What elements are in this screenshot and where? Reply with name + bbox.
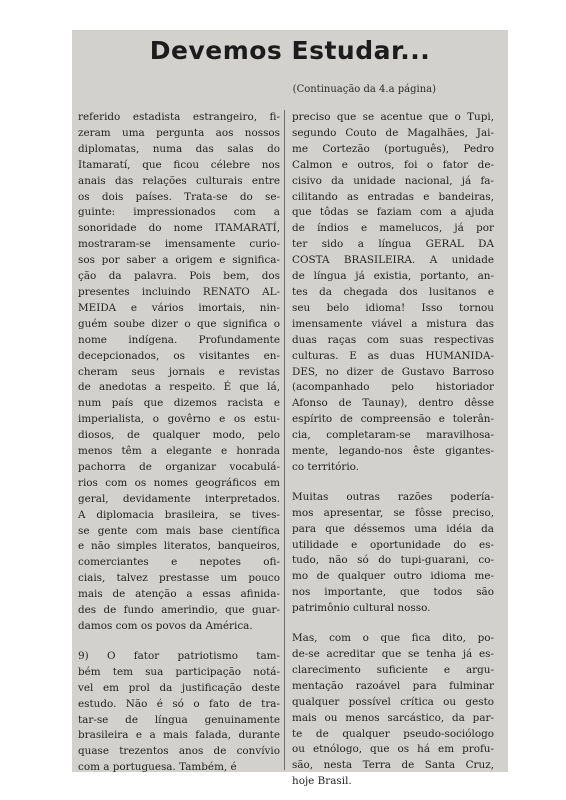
text-line: imensamente viável a mistura das bbox=[292, 317, 494, 330]
newspaper-clipping bbox=[72, 30, 508, 788]
paragraph-gap bbox=[292, 617, 494, 631]
text-line: tar-se de língua genuinamente bbox=[78, 713, 280, 726]
text-line: sonoridade do nome ITAMARATÍ, bbox=[78, 222, 280, 235]
text-line: rios com os nomes geográficos em bbox=[78, 476, 280, 489]
text-line: os dois países. Trata-se do se- bbox=[78, 190, 280, 203]
text-line: são, nesta Terra de Santa Cruz, bbox=[292, 759, 494, 772]
text-line: decepcionados, os visitantes en- bbox=[78, 349, 280, 362]
text-line: geral, devidamente interpretados. bbox=[78, 492, 280, 505]
text-line: para que déssemos uma idéia da bbox=[292, 522, 494, 535]
text-line: guém soube dizer o que significa o bbox=[78, 317, 280, 330]
text-line: ou etnólogo, que os há em profu- bbox=[292, 743, 494, 756]
text-line: zeram uma pergunta aos nossos bbox=[78, 126, 280, 139]
text-line: se gente com mais base científica bbox=[78, 524, 280, 537]
text-line: co território. bbox=[292, 460, 360, 473]
text-line: guinte: impressionados com a bbox=[78, 206, 280, 219]
text-line: pachorra de organizar vocabulá- bbox=[78, 460, 280, 473]
text-line: mentação razoável para fulminar bbox=[292, 679, 494, 692]
text-line: Itamaratí, que ficou célebre nos bbox=[78, 158, 280, 171]
text-line: Mas, com o que fica dito, po- bbox=[292, 632, 494, 645]
headline: Devemos Estudar... bbox=[149, 36, 431, 65]
column-rule bbox=[284, 110, 285, 770]
text-line: num país que dizemos racista e bbox=[78, 397, 280, 410]
text-line: DES, no dizer de Gustavo Barroso bbox=[292, 365, 494, 378]
text-line: referido estadista estrangeiro, fi- bbox=[78, 111, 280, 123]
text-line: diosos, de qualquer modo, pelo bbox=[78, 429, 280, 442]
text-line: de-se acreditar que se tenha já es- bbox=[292, 648, 494, 660]
text-line: comerciantes e nepotes ofi- bbox=[78, 556, 280, 569]
text-line: me Cortezão (português), Pedro bbox=[292, 142, 494, 155]
text-line: cia, completaram-se maravilhosa- bbox=[292, 429, 494, 442]
text-line: Afonso de Taunay), dentro dêsse bbox=[292, 397, 494, 410]
text-line: duas raças com suas respectivas bbox=[292, 333, 494, 346]
text-line: seu belo idioma! Isso tornou bbox=[292, 301, 494, 314]
text-line: te de qualquer pseudo-sociólogo bbox=[292, 727, 494, 740]
paragraph bbox=[78, 649, 280, 776]
text-line: mais ou menos sarcástico, da par- bbox=[292, 711, 494, 724]
text-line: hoje Brasil. bbox=[292, 775, 352, 788]
text-line: utilidade e oportunidade do es- bbox=[292, 538, 494, 551]
paragraph-gap bbox=[78, 635, 280, 649]
text-line: ter sido a língua GERAL DA bbox=[292, 238, 494, 251]
text-line: quase trezentos anos de convívio bbox=[78, 745, 280, 758]
text-line: nome indígena. Profundamente bbox=[78, 333, 280, 346]
text-line: Muitas outras razões podería- bbox=[292, 490, 494, 503]
text-line: clarecimento suficiente e argu- bbox=[292, 663, 494, 676]
text-line: e não simples literatos, banqueiros, bbox=[78, 540, 280, 553]
paragraph-gap bbox=[292, 476, 494, 490]
text-line: diplomatas, numa das salas do bbox=[78, 142, 280, 155]
text-line: 9) O fator patriotismo tam- bbox=[78, 649, 280, 662]
text-line: mos apresentar, se fôsse preciso, bbox=[292, 506, 494, 519]
text-line: de índios e mamelucos, já por bbox=[292, 222, 494, 235]
text-line: patrimônio cultural nosso. bbox=[292, 602, 431, 615]
text-line: brasileira e a mais falada, durante bbox=[78, 729, 280, 742]
text-line: tudo, não só do tupi-guarani, co- bbox=[292, 554, 494, 567]
text-line: menos têm a elegante e honrada bbox=[78, 445, 280, 458]
paragraph bbox=[292, 110, 494, 476]
text-line: presentes incluindo RENATO AL- bbox=[78, 285, 280, 298]
text-line: sos por saber a origem e significa- bbox=[78, 254, 280, 267]
text-line: mais de atenção a essas afinida- bbox=[78, 588, 280, 601]
text-line: de língua já existia, portanto, an- bbox=[292, 270, 494, 283]
text-line: cheram seus jornais e revistas bbox=[78, 365, 280, 378]
text-line: ciais, talvez prestasse um pouco bbox=[78, 572, 280, 585]
text-line: mente, legando-nos êste gigantes- bbox=[292, 445, 494, 458]
text-line: damos com os povos da América. bbox=[78, 620, 253, 632]
right-column bbox=[292, 110, 494, 790]
text-line: mo de qualquer outro idioma me- bbox=[292, 570, 494, 583]
text-line: Calmon e outros, foi o fator de- bbox=[292, 158, 494, 171]
continuation-note: (Continuação da 4.a página) bbox=[292, 84, 436, 95]
text-line: vel em prol da justificação deste bbox=[78, 681, 280, 694]
text-line: com a portuguesa. Também, é bbox=[78, 761, 237, 774]
text-line: culturas. E as duas HUMANIDA- bbox=[292, 349, 494, 362]
text-line: tes da chegada dos lusitanos e bbox=[292, 285, 494, 298]
text-line: anais das relações culturais entre bbox=[78, 174, 280, 187]
text-line: cisivo da unidade nacional, já fa- bbox=[292, 174, 494, 187]
paragraph bbox=[78, 110, 280, 635]
text-line: que tôdas se faziam com a ajuda bbox=[292, 206, 494, 219]
text-line: mostraram-se imensamente curio- bbox=[78, 238, 280, 251]
text-line: segundo Couto de Magalhães, Jai- bbox=[292, 126, 494, 139]
text-line: cilitando as entradas e bandeiras, bbox=[292, 190, 494, 203]
text-line: COSTA BRASILEIRA. A unidade bbox=[292, 254, 494, 267]
text-line: ção da palavra. Pois bem, dos bbox=[78, 270, 280, 283]
text-line: espírito de compreensão e tolerân- bbox=[292, 413, 494, 426]
text-line: nos importante, que todos são bbox=[292, 586, 494, 599]
text-line: imperialista, o govêrno e os estu- bbox=[78, 413, 280, 426]
paragraph bbox=[292, 490, 494, 617]
text-line: MEIDA e vários imortais, nin- bbox=[78, 301, 280, 314]
text-line: A diplomacia brasileira, se tives- bbox=[78, 508, 280, 521]
paragraph bbox=[292, 631, 494, 790]
text-line: estudo. Não é só o fato de tra- bbox=[78, 697, 280, 710]
text-line: des de fundo amerindio, que guar- bbox=[78, 604, 280, 617]
text-line: (acompanhado pelo historiador bbox=[292, 381, 494, 394]
text-line: qualquer possível crítica ou gesto bbox=[292, 695, 494, 708]
text-line: de anedotas a respeito. É que lá, bbox=[78, 381, 280, 394]
left-column bbox=[78, 110, 280, 776]
text-line: bém tem sua participação notá- bbox=[78, 665, 280, 678]
text-line: preciso que se acentue que o Tupi, bbox=[292, 111, 494, 123]
